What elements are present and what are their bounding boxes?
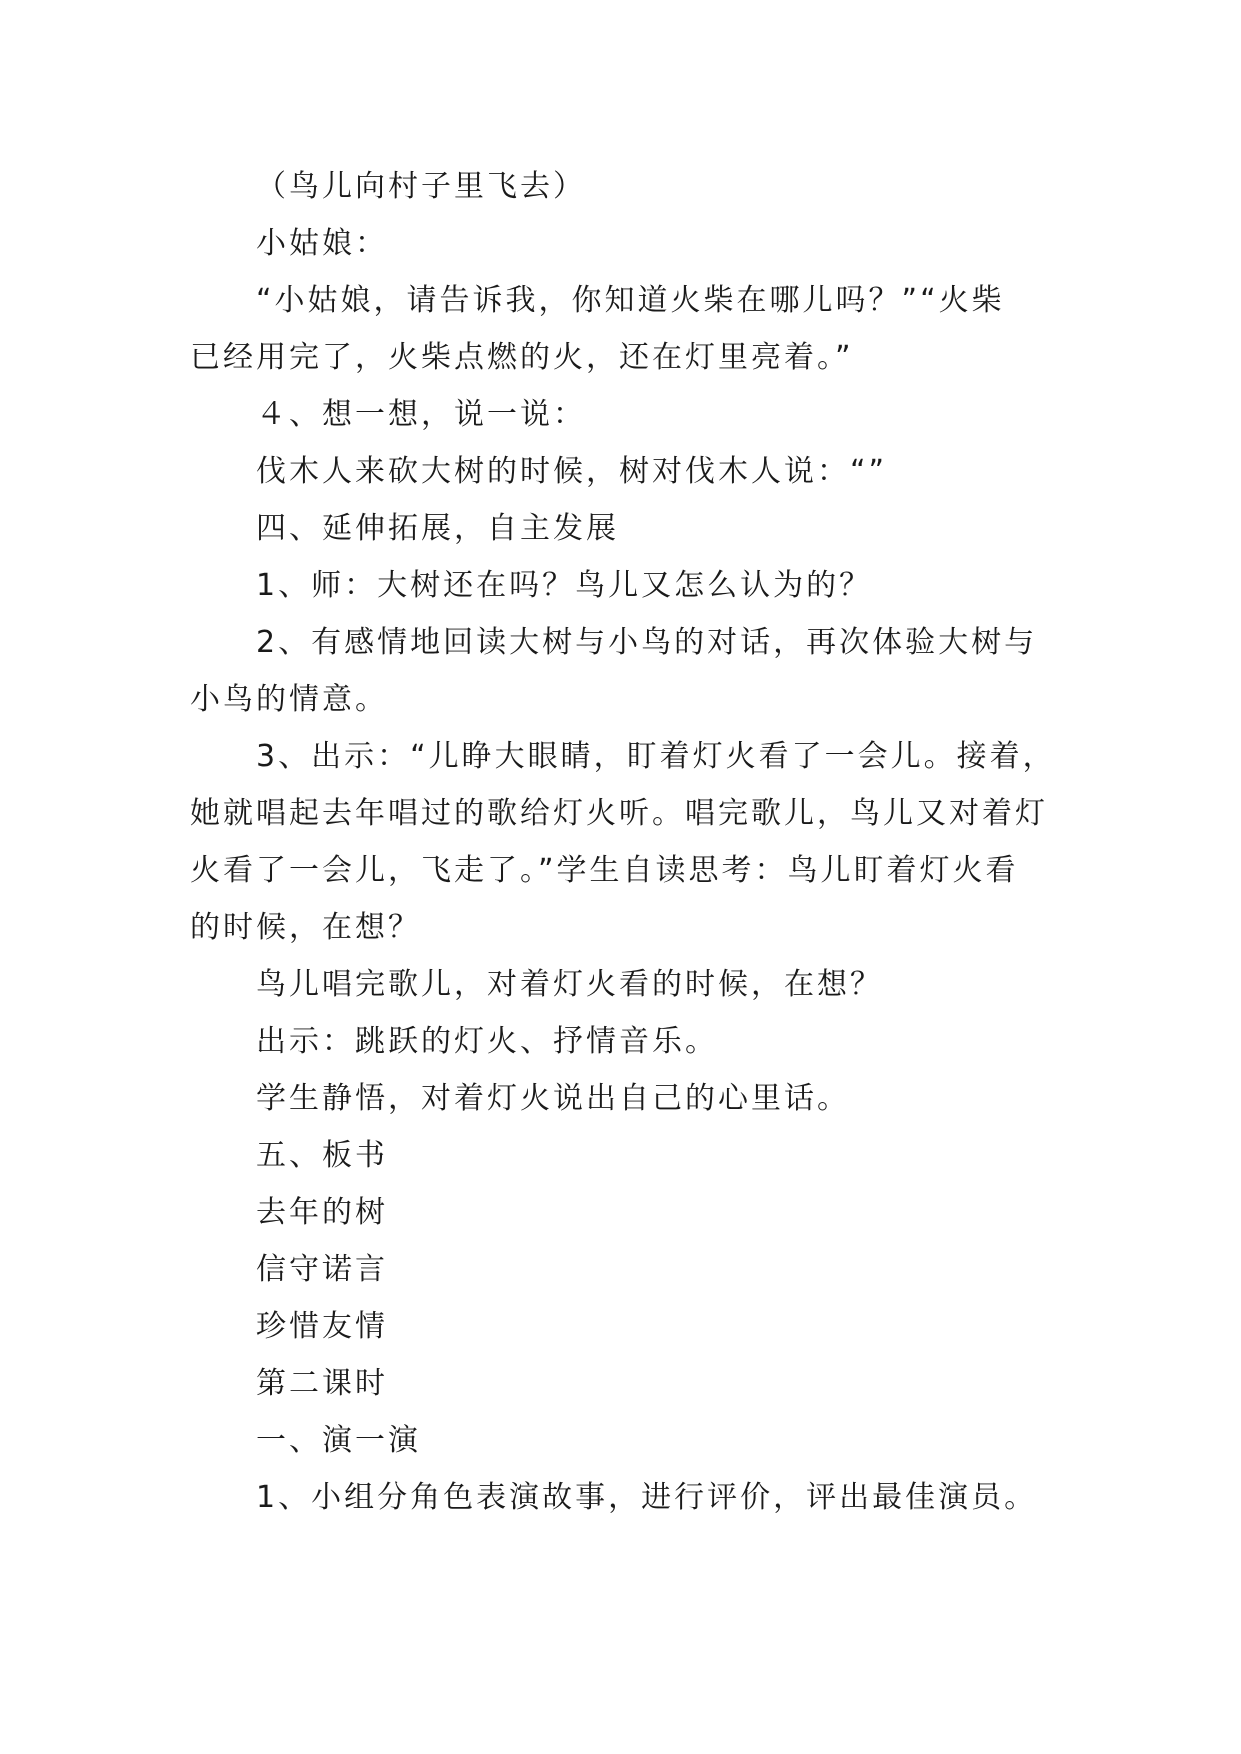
board-item: 信守诺言 [256, 1252, 388, 1287]
paragraph-line: 3、出示：“儿睁大眼睛，盯着灯火看了一会儿。接着， [256, 739, 1056, 774]
paragraph-line: 出示：跳跃的灯火、抒情音乐。 [256, 1024, 718, 1059]
paragraph-line: 学生静悟，对着灯火说出自己的心里话。 [256, 1081, 850, 1116]
paragraph-line: 2、有感情地回读大树与小鸟的对话，再次体验大树与 [256, 625, 1038, 660]
section-heading: 一、演一演 [256, 1423, 421, 1458]
paragraph-line: 她就唱起去年唱过的歌给灯火听。唱完歌儿，鸟儿又对着灯 [190, 796, 1048, 831]
section-heading: 五、板书 [256, 1138, 388, 1173]
paragraph-line: 伐木人来砍大树的时候，树对伐木人说：“” [256, 454, 888, 489]
paragraph-line: 1、小组分角色表演故事，进行评价，评出最佳演员。 [256, 1480, 1038, 1515]
paragraph-line: 小鸟的情意。 [190, 682, 388, 717]
paragraph-line: 1、师：大树还在吗？鸟儿又怎么认为的？ [256, 568, 873, 603]
paragraph-line: 的时候，在想？ [190, 910, 421, 945]
paragraph-line: 鸟儿唱完歌儿，对着灯火看的时候，在想？ [256, 967, 883, 1002]
paragraph-line: 火看了一会儿，飞走了。”学生自读思考：鸟儿盯着灯火看 [190, 853, 1019, 888]
section-heading: 四、延伸拓展，自主发展 [256, 511, 619, 546]
board-item: 珍惜友情 [256, 1309, 388, 1344]
paragraph-line: （鸟儿向村子里飞去） [256, 169, 586, 204]
paragraph-line: ４、想一想，说一说： [256, 397, 586, 432]
paragraph-line: 小姑娘： [256, 226, 388, 261]
board-item: 去年的树 [256, 1195, 388, 1230]
paragraph-line: “小姑娘，请告诉我，你知道火柴在哪儿吗？”“火柴 [256, 283, 1005, 318]
paragraph-line: 已经用完了，火柴点燃的火，还在灯里亮着。” [190, 340, 854, 375]
lesson-heading: 第二课时 [256, 1366, 388, 1401]
